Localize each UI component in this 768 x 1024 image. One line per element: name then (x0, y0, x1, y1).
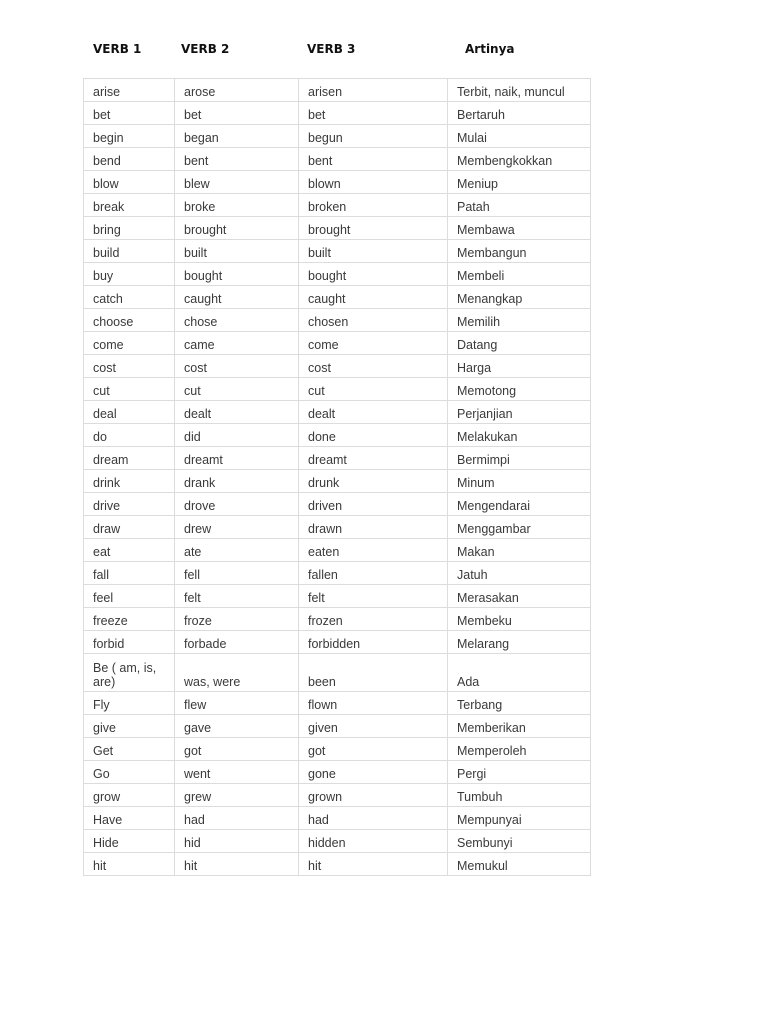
verb-3-cell: given (299, 715, 448, 738)
table-row (84, 585, 591, 608)
verb-2-cell: cut (175, 378, 299, 401)
verb-1-cell: feel (84, 585, 175, 608)
verb-1-cell: draw (84, 516, 175, 539)
verb-2-cell: brought (175, 217, 299, 240)
table-row (84, 217, 591, 240)
verb-1-cell: build (84, 240, 175, 263)
table-row (84, 309, 591, 332)
meaning-cell: Membangun (448, 240, 591, 263)
verb-3-cell: felt (299, 585, 448, 608)
meaning-cell: Memberikan (448, 715, 591, 738)
verb-3-cell: arisen (299, 79, 448, 102)
verb-2-cell: did (175, 424, 299, 447)
meaning-cell: Minum (448, 470, 591, 493)
meaning-cell: Ada (448, 654, 591, 692)
verb-2-cell: gave (175, 715, 299, 738)
table-row (84, 738, 591, 761)
verb-1-cell: arise (84, 79, 175, 102)
verb-1-cell: freeze (84, 608, 175, 631)
table-row (84, 355, 591, 378)
meaning-cell: Patah (448, 194, 591, 217)
verb-1-cell: drive (84, 493, 175, 516)
table-row (84, 761, 591, 784)
verb-2-cell: began (175, 125, 299, 148)
verb-2-cell: drew (175, 516, 299, 539)
verb-2-cell: drank (175, 470, 299, 493)
verb-1-cell: drink (84, 470, 175, 493)
table-row (84, 286, 591, 309)
verb-2-cell: broke (175, 194, 299, 217)
verb-3-cell: eaten (299, 539, 448, 562)
verb-1-cell: Get (84, 738, 175, 761)
verb-1-cell: bring (84, 217, 175, 240)
meaning-cell: Sembunyi (448, 830, 591, 853)
meaning-cell: Memilih (448, 309, 591, 332)
table-row (84, 715, 591, 738)
header-verb-2: VERB 2 (181, 42, 230, 56)
table-row (84, 692, 591, 715)
verb-3-cell: gone (299, 761, 448, 784)
verb-1-cell: catch (84, 286, 175, 309)
header-verb-1: VERB 1 (93, 42, 142, 56)
verb-2-cell: hit (175, 853, 299, 876)
meaning-cell: Melarang (448, 631, 591, 654)
header-verb-3: VERB 3 (307, 42, 356, 56)
verb-2-cell: was, were (175, 654, 299, 692)
meaning-cell: Melakukan (448, 424, 591, 447)
verb-3-cell: built (299, 240, 448, 263)
verb-2-cell: froze (175, 608, 299, 631)
verb-3-cell: begun (299, 125, 448, 148)
verb-1-cell: deal (84, 401, 175, 424)
table-row (84, 125, 591, 148)
meaning-cell: Jatuh (448, 562, 591, 585)
verb-1-cell: bet (84, 102, 175, 125)
meaning-cell: Menggambar (448, 516, 591, 539)
meaning-cell: Bertaruh (448, 102, 591, 125)
verb-1-cell: blow (84, 171, 175, 194)
verb-2-cell: built (175, 240, 299, 263)
verb-3-cell: dealt (299, 401, 448, 424)
meaning-cell: Datang (448, 332, 591, 355)
verb-2-cell: got (175, 738, 299, 761)
verb-1-cell: dream (84, 447, 175, 470)
table-row (84, 539, 591, 562)
verb-1-cell: buy (84, 263, 175, 286)
verb-3-cell: been (299, 654, 448, 692)
verb-2-cell: forbade (175, 631, 299, 654)
meaning-cell: Harga (448, 355, 591, 378)
table-row (84, 332, 591, 355)
table-row (84, 830, 591, 853)
table-row (84, 447, 591, 470)
table-row (84, 240, 591, 263)
verb-2-cell: came (175, 332, 299, 355)
verb-3-cell: come (299, 332, 448, 355)
verb-3-cell: blown (299, 171, 448, 194)
verb-2-cell: dealt (175, 401, 299, 424)
verb-2-cell: fell (175, 562, 299, 585)
meaning-cell: Terbit, naik, muncul (448, 79, 591, 102)
header-meaning: Artinya (465, 42, 515, 56)
verb-1-cell: do (84, 424, 175, 447)
verb-3-cell: cut (299, 378, 448, 401)
verb-3-cell: frozen (299, 608, 448, 631)
verb-2-cell: chose (175, 309, 299, 332)
verb-1-cell: Have (84, 807, 175, 830)
meaning-cell: Membeku (448, 608, 591, 631)
meaning-cell: Makan (448, 539, 591, 562)
meaning-cell: Bermimpi (448, 447, 591, 470)
verb-1-cell: come (84, 332, 175, 355)
verb-3-cell: done (299, 424, 448, 447)
verb-3-cell: brought (299, 217, 448, 240)
verb-2-cell: grew (175, 784, 299, 807)
verb-3-cell: caught (299, 286, 448, 309)
verb-1-cell: bend (84, 148, 175, 171)
meaning-cell: Terbang (448, 692, 591, 715)
verb-1-cell: begin (84, 125, 175, 148)
table-row (84, 631, 591, 654)
verb-1-cell: choose (84, 309, 175, 332)
meaning-cell: Memukul (448, 853, 591, 876)
verb-3-cell: driven (299, 493, 448, 516)
verb-3-cell: flown (299, 692, 448, 715)
verb-3-cell: chosen (299, 309, 448, 332)
meaning-cell: Pergi (448, 761, 591, 784)
verb-3-cell: hidden (299, 830, 448, 853)
verb-2-cell: caught (175, 286, 299, 309)
meaning-cell: Membeli (448, 263, 591, 286)
meaning-cell: Meniup (448, 171, 591, 194)
verb-1-cell: eat (84, 539, 175, 562)
verb-2-cell: flew (175, 692, 299, 715)
table-row (84, 807, 591, 830)
verb-3-cell: broken (299, 194, 448, 217)
verb-1-cell: forbid (84, 631, 175, 654)
table-row (84, 263, 591, 286)
table-row (84, 401, 591, 424)
table-row (84, 424, 591, 447)
verb-2-cell: bought (175, 263, 299, 286)
table-row (84, 516, 591, 539)
verb-2-cell: blew (175, 171, 299, 194)
verb-2-cell: dreamt (175, 447, 299, 470)
meaning-cell: Tumbuh (448, 784, 591, 807)
table-row (84, 148, 591, 171)
irregular-verbs-table (83, 78, 591, 876)
verb-1-cell: Be ( am, is, are) (84, 654, 175, 692)
verb-3-cell: forbidden (299, 631, 448, 654)
table-body (84, 79, 591, 876)
meaning-cell: Merasakan (448, 585, 591, 608)
verb-1-cell: Hide (84, 830, 175, 853)
verb-1-cell: cut (84, 378, 175, 401)
table-row (84, 562, 591, 585)
table-row (84, 853, 591, 876)
verb-3-cell: drawn (299, 516, 448, 539)
table-row (84, 194, 591, 217)
verb-2-cell: drove (175, 493, 299, 516)
table-header (0, 42, 768, 62)
meaning-cell: Perjanjian (448, 401, 591, 424)
meaning-cell: Mulai (448, 125, 591, 148)
verb-1-cell: break (84, 194, 175, 217)
verb-3-cell: hit (299, 853, 448, 876)
verb-1-cell: hit (84, 853, 175, 876)
verb-2-cell: bet (175, 102, 299, 125)
verb-1-cell: cost (84, 355, 175, 378)
meaning-cell: Mengendarai (448, 493, 591, 516)
table-row (84, 171, 591, 194)
verb-3-cell: drunk (299, 470, 448, 493)
verb-3-cell: dreamt (299, 447, 448, 470)
verb-3-cell: bent (299, 148, 448, 171)
verb-2-cell: had (175, 807, 299, 830)
table-row (84, 79, 591, 102)
meaning-cell: Membawa (448, 217, 591, 240)
verb-3-cell: cost (299, 355, 448, 378)
verb-3-cell: grown (299, 784, 448, 807)
table-row (84, 102, 591, 125)
table-row (84, 654, 591, 692)
verb-1-cell: Fly (84, 692, 175, 715)
verb-1-cell: Go (84, 761, 175, 784)
meaning-cell: Menangkap (448, 286, 591, 309)
table-row (84, 470, 591, 493)
verb-3-cell: got (299, 738, 448, 761)
table-row (84, 493, 591, 516)
meaning-cell: Membengkokkan (448, 148, 591, 171)
table-row (84, 784, 591, 807)
verb-1-cell: give (84, 715, 175, 738)
verb-2-cell: cost (175, 355, 299, 378)
verb-1-cell: fall (84, 562, 175, 585)
meaning-cell: Memperoleh (448, 738, 591, 761)
verb-2-cell: hid (175, 830, 299, 853)
verb-2-cell: ate (175, 539, 299, 562)
verb-2-cell: arose (175, 79, 299, 102)
verb-2-cell: bent (175, 148, 299, 171)
meaning-cell: Mempunyai (448, 807, 591, 830)
meaning-cell: Memotong (448, 378, 591, 401)
verb-3-cell: bought (299, 263, 448, 286)
verb-2-cell: went (175, 761, 299, 784)
verb-2-cell: felt (175, 585, 299, 608)
table-row (84, 378, 591, 401)
verb-3-cell: had (299, 807, 448, 830)
verb-1-cell: grow (84, 784, 175, 807)
verb-3-cell: bet (299, 102, 448, 125)
table-row (84, 608, 591, 631)
verb-3-cell: fallen (299, 562, 448, 585)
